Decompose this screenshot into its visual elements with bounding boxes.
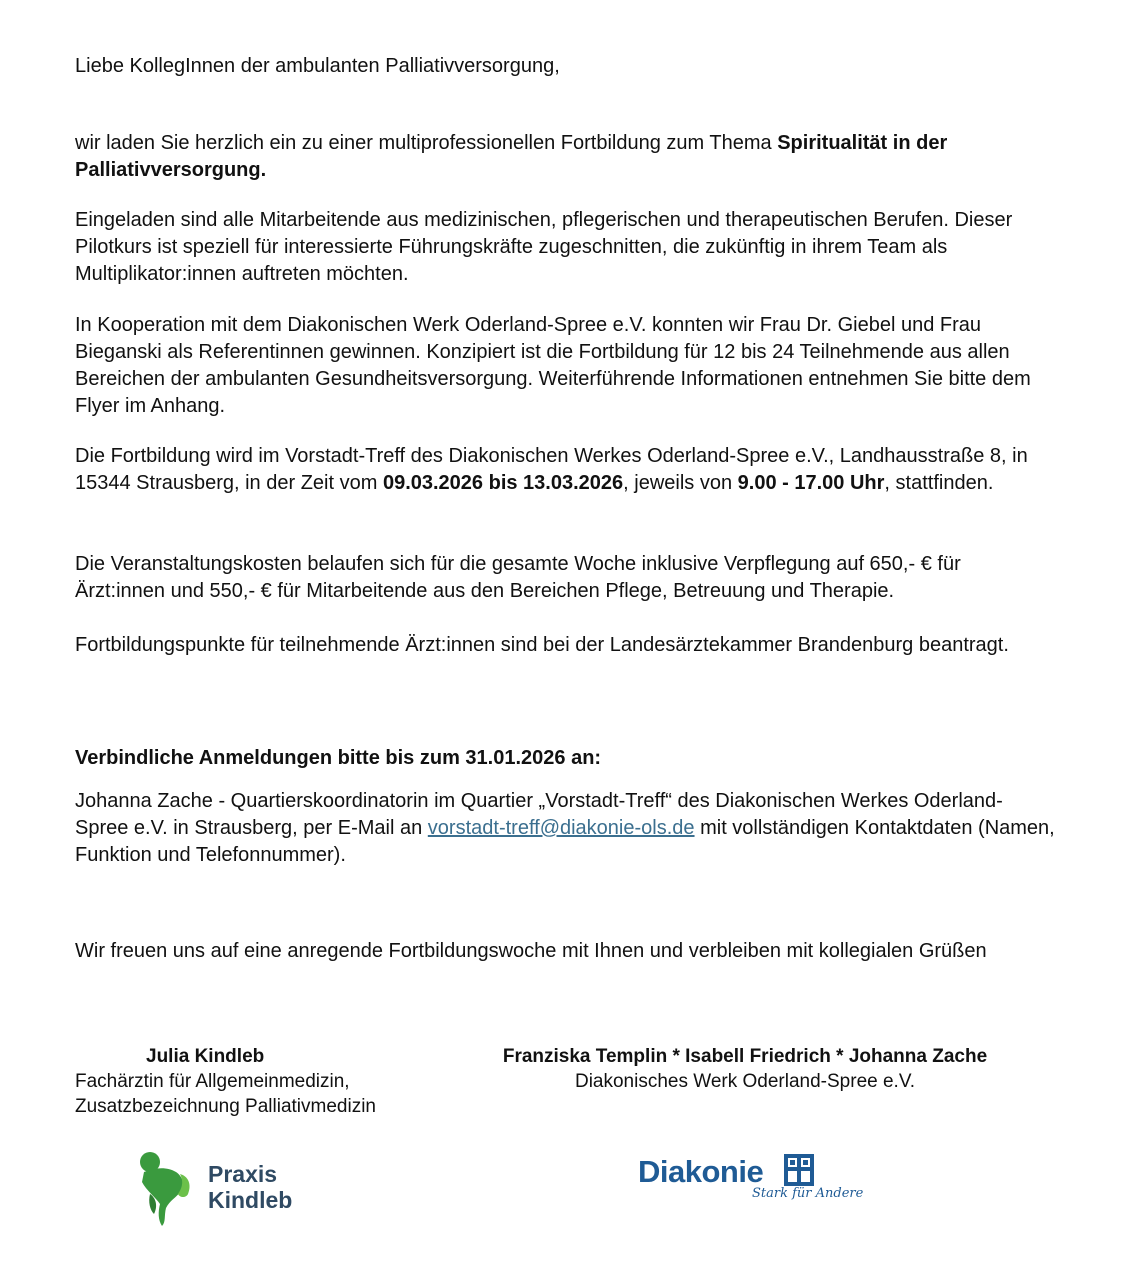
email-link[interactable]: vorstadt-treff@diakonie-ols.de: [427, 817, 695, 839]
praxis-figure-icon: [136, 1150, 196, 1230]
registration-heading: Verbindliche Anmeldungen bitte bis zum 31.01.2026 an:: [75, 747, 602, 769]
location-mid: , jeweils von: [623, 472, 738, 494]
signature-left: [75, 1044, 435, 1119]
course-time: 9.00 - 17.00 Uhr: [737, 472, 885, 494]
signature-left-name: Julia Kindleb: [146, 1046, 265, 1067]
registration-end: mit vollständigen Kontaktdaten (Namen, Funktion und Telefonnummer).: [75, 817, 1055, 866]
signature-right-organization: Diakonisches Werk Oderland-Spree e.V.: [574, 1071, 916, 1092]
diakonie-logo: [638, 1152, 864, 1212]
diakonie-cross-icon: [784, 1154, 814, 1186]
signature-left-title-1: Fachärztin für Allgemeinmedizin,: [75, 1071, 350, 1092]
praxis-kindleb-logo: [136, 1150, 336, 1230]
course-topic: Spiritualität in der Palliativversorgung.: [75, 132, 948, 181]
signature-left-title-2: Zusatzbezeichnung Palliativmedizin: [75, 1096, 376, 1117]
praxis-logo-text: Praxis Kindleb: [208, 1161, 293, 1213]
greeting: Liebe KollegInnen der ambulanten Palliativversorgung,: [75, 55, 560, 77]
cooperation-paragraph: In Kooperation mit dem Diakonischen Werk Oderland-Spree e.V. konnten wir Frau Dr. Giebel und Frau Bieganski als Referentinnen gewinnen. Konzipiert ist die Fortbildung für 12 bis 24 Teilnehmende aus allen Bereichen der ambulanten Gesundheitsversorgung. Weiterführende Informationen entnehmen Sie bitte dem Flyer im Anhang.: [75, 314, 1031, 417]
location-end: , stattfinden.: [884, 472, 994, 494]
registration-text: Johanna Zache - Quartierskoordinatorin im Quartier „Vorstadt-Treff“ des Diakonischen Werkes Oderland-Spree e.V. in Strausberg, per E-Mail an: [75, 790, 1003, 839]
signature-right: [480, 1044, 1010, 1094]
registration-paragraph: [75, 788, 1055, 869]
course-dates: 09.03.2026 bis 13.03.2026: [382, 472, 624, 494]
diakonie-slogan: Stark für Andere: [752, 1186, 864, 1201]
intro-paragraph: [75, 130, 1055, 184]
intro-text: wir laden Sie herzlich ein zu einer multiprofessionellen Fortbildung zum Thema: [75, 132, 778, 154]
points-paragraph: Fortbildungspunkte für teilnehmende Ärzt:innen sind bei der Landesärztekammer Brandenburg beantragt.: [75, 634, 1009, 656]
invitees-paragraph: Eingeladen sind alle Mitarbeitende aus medizinischen, pflegerischen und therapeutischen Berufen. Dieser Pilotkurs ist speziell für interessierte Führungskräfte zugeschnitten, die zukünftig in ihrem Team als Multiplikator:innen auftreten möchten.: [75, 209, 1013, 285]
costs-paragraph: Die Veranstaltungskosten belaufen sich für die gesamte Woche inklusive Verpflegung auf 650,- € für Ärzt:innen und 550,- € für Mitarbeitende aus den Bereichen Pflege, Betreuung und Therapie.: [75, 553, 961, 602]
signature-right-names: Franziska Templin * Isabell Friedrich * Johanna Zache: [502, 1046, 988, 1067]
location-paragraph: [75, 443, 1055, 497]
closing-paragraph: Wir freuen uns auf eine anregende Fortbildungswoche mit Ihnen und verbleiben mit kollegialen Grüßen: [75, 940, 987, 962]
diakonie-wordmark: Diakonie: [638, 1154, 764, 1189]
location-text: Die Fortbildung wird im Vorstadt-Treff des Diakonischen Werkes Oderland-Spree e.V., Landhausstraße 8, in 15344 Strausberg, in der Zeit vom: [75, 445, 1028, 494]
